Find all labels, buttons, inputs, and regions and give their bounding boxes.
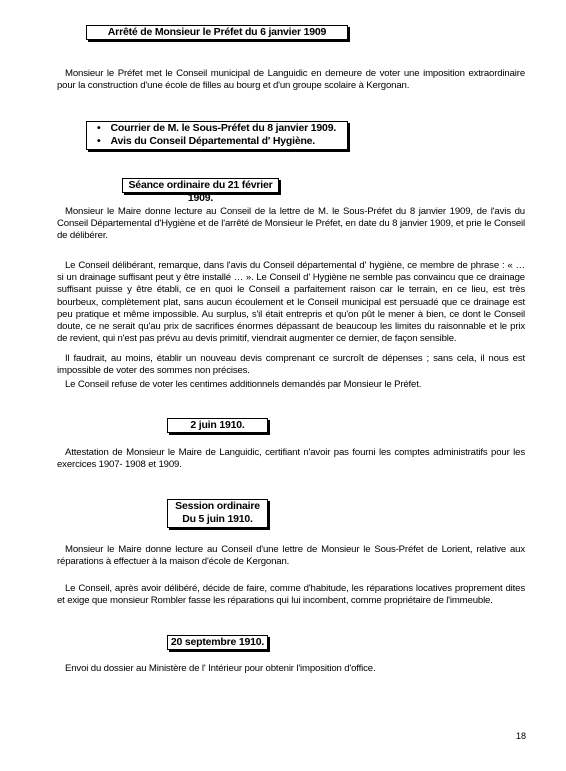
heading-arrete-prefet: Arrêté de Monsieur le Préfet du 6 janvier 1909 — [86, 25, 348, 40]
heading-bullet-list — [87, 122, 347, 148]
paragraph-text: Monsieur le Maire donne lecture au Conseil d'une lettre de Monsieur le Sous-Préfet de Lorient, relative aux réparations à effectuer à la maison d'école de Kergonan. — [57, 544, 525, 568]
heading-20-septembre-1910: 20 septembre 1910. — [167, 635, 268, 650]
heading-line-1: Session ordinaire — [175, 500, 260, 512]
heading-seance-ordinaire: Séance ordinaire du 21 février 1909. — [122, 178, 279, 193]
paragraph-text: Monsieur le Maire donne lecture au Conseil de la lettre de M. le Sous-Préfet du 8 janvier 1909, de l'avis du Conseil Départemental d'Hygiène et de l'arrêté de Monsieur le Préfet, en date du 8 janvier 1909, et prie le Conseil de délibérer. — [57, 206, 525, 242]
paragraph-text: Il faudrait, au moins, établir un nouveau devis comprenant ce surcroît de dépenses ; sans cela, il nous est impossible de voter des sommes non précises. — [57, 353, 525, 377]
heading-session-ordinaire — [167, 499, 268, 528]
paragraph-prefet-demeure — [57, 68, 525, 92]
bullet-item-avis: • Avis du Conseil Départemental d' Hygiène. — [97, 135, 347, 148]
paragraph-maire-lecture — [57, 206, 525, 243]
paragraph-reparations — [57, 583, 525, 607]
paragraph-attestation-maire — [57, 447, 525, 471]
paragraph-text: Attestation de Monsieur le Maire de Languidic, certifiant n'avoir pas fourni les comptes administratifs pour les exercices 1907- 1908 et 1909. — [57, 447, 525, 471]
page-number: 18 — [515, 731, 526, 741]
paragraph-text: Envoi du dossier au Ministère de l' Intérieur pour obtenir l'imposition d'office. — [65, 663, 376, 674]
paragraph-text: Le Conseil, après avoir délibéré, décide de faire, comme d'habitude, les réparations locatives proprement dites et exige que monsieur Rombler fasse les réparations qui lui incombent, comme propriétaire de l'immeuble. — [57, 583, 525, 607]
paragraph-lettre-sous-prefet — [57, 544, 525, 568]
paragraph-text: Le Conseil délibérant, remarque, dans l'avis du Conseil départemental d' hygiène, ce membre de phrase : « … si un drainage suffisant peut y être installé … ». Le Conseil d' Hygiène ne semble pas convaincu que ce drainage suffisant puisse y être établi, ce en quoi le Conseil a parfaitement raison car le terrain, en ce lieu, est très bourbeux, complètement plat, sans aucun écoulement et le Conseil municipal est persuadé que ce drainage est peu pratique et même impossible. Au surplus, s'il était entrepris et qu'on pût le mener à bien, ce dont le Conseil doute, ce ne serait qu'au prix de sacrifices énormes dépassant de beaucoup les limites du raisonnable et le prix de revient, qui n'est pas prévu au devis primitif, viendrait augmenter ce dernier, de façon sensible. — [57, 260, 525, 345]
paragraph-text: Monsieur le Préfet met le Conseil municipal de Languidic en demeure de voter une imposition extraordinaire pour la construction d'une école de filles au bourg et d'un groupe scolaire à Kergonan. — [57, 68, 525, 92]
paragraph-conseil-deliberant — [57, 260, 525, 345]
heading-2-juin-1910: 2 juin 1910. — [167, 418, 268, 433]
paragraph-text: Le Conseil refuse de voter les centimes additionnels demandés par Monsieur le Préfet. — [65, 379, 422, 390]
heading-line-2: Du 5 juin 1910. — [182, 513, 253, 525]
paragraph-envoi-dossier — [57, 663, 525, 675]
paragraph-refus-centimes — [57, 379, 525, 391]
bullet-item-courrier: • Courrier de M. le Sous-Préfet du 8 janvier 1909. — [97, 122, 347, 135]
heading-courrier-avis — [86, 121, 348, 150]
paragraph-nouveau-devis — [57, 353, 525, 377]
